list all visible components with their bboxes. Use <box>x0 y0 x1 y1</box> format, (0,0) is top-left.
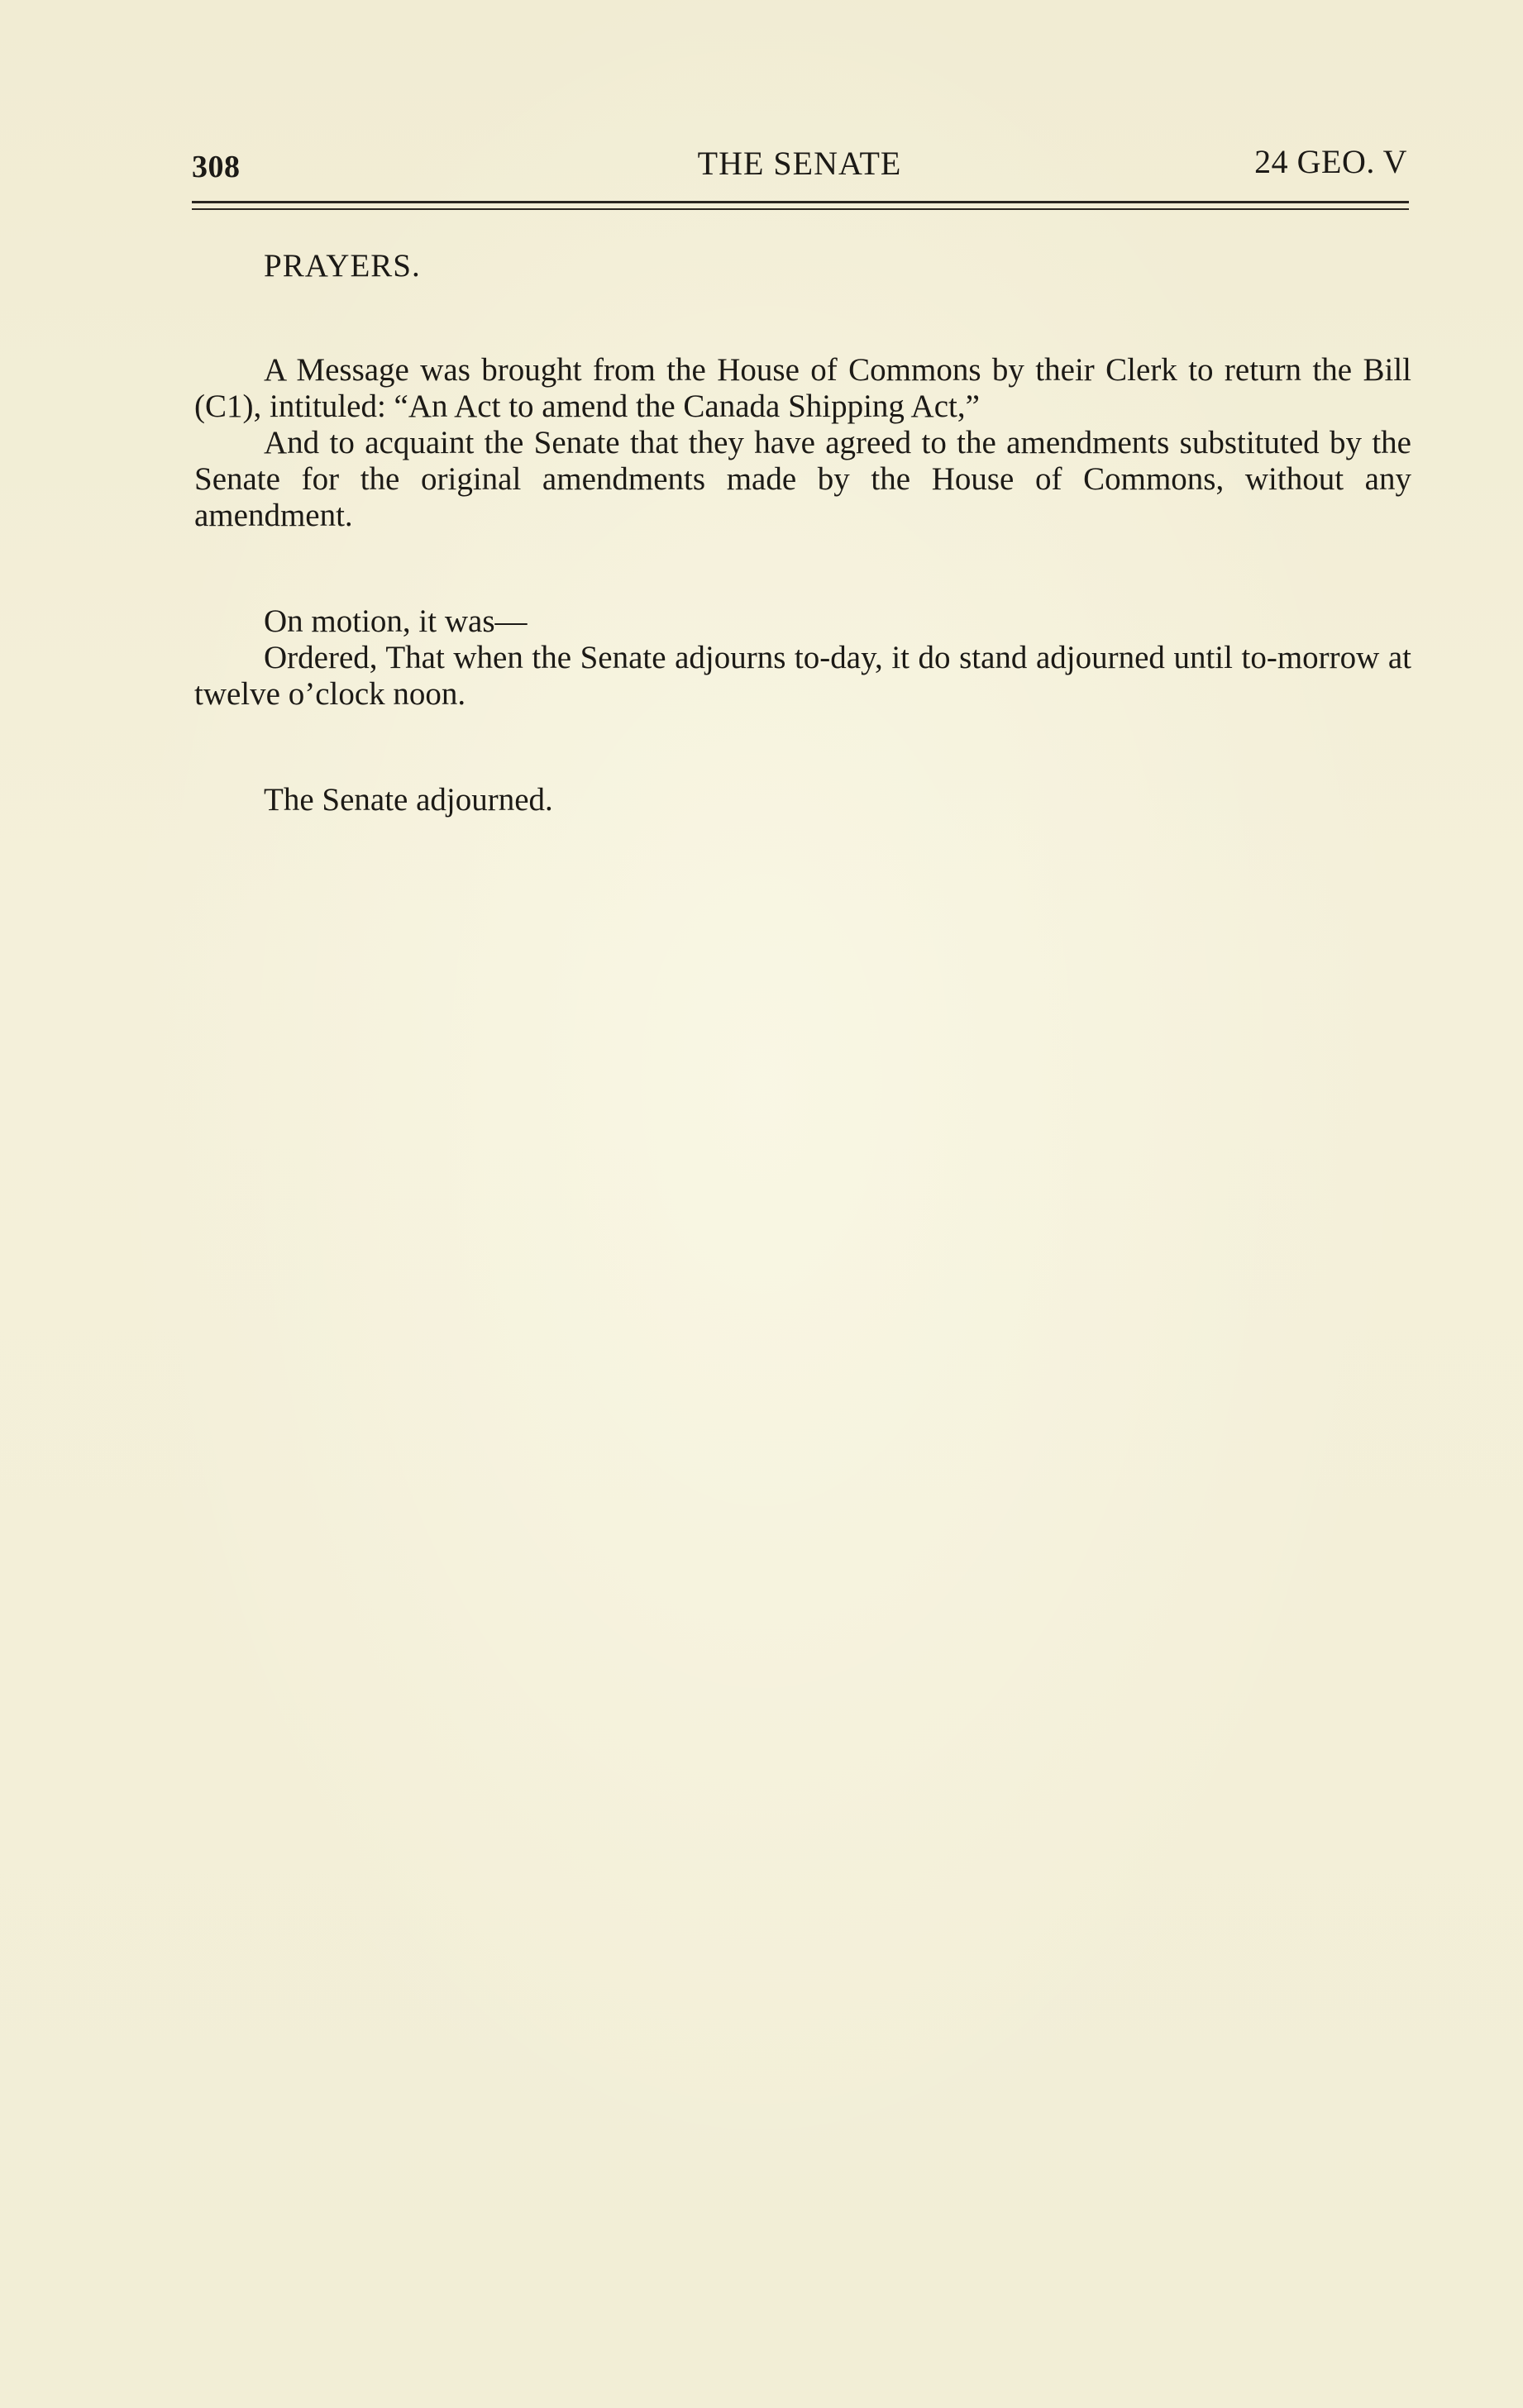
body-text <box>194 248 1411 818</box>
page-number: 308 <box>192 150 241 184</box>
section-heading: PRAYERS. <box>264 248 421 284</box>
regnal-year: 24 GEO. V <box>1254 143 1407 180</box>
running-title: THE SENATE <box>697 145 902 182</box>
paragraph-adjourned: The Senate adjourned. <box>264 782 553 818</box>
paragraph-motion: On motion, it was— <box>264 603 528 639</box>
paragraph-acquaint: And to acquaint the Senate that they have agreed to the amendments substituted by the Senate for the original amendments made by the House of Commons, without any amendment. <box>194 425 1411 533</box>
header-rule-thick <box>192 201 1409 203</box>
page-header <box>192 142 1407 192</box>
paragraph-message: A Message was brought from the House of Commons by their Clerk to return the Bill (C1), intituled: “An Act to amend the Canada Shipping Act,” <box>194 352 1411 424</box>
header-rule-thin <box>192 208 1409 210</box>
paragraph-ordered: Ordered, That when the Senate adjourns to-day, it do stand adjourned until to-morrow at twelve o’clock noon. <box>194 640 1411 712</box>
